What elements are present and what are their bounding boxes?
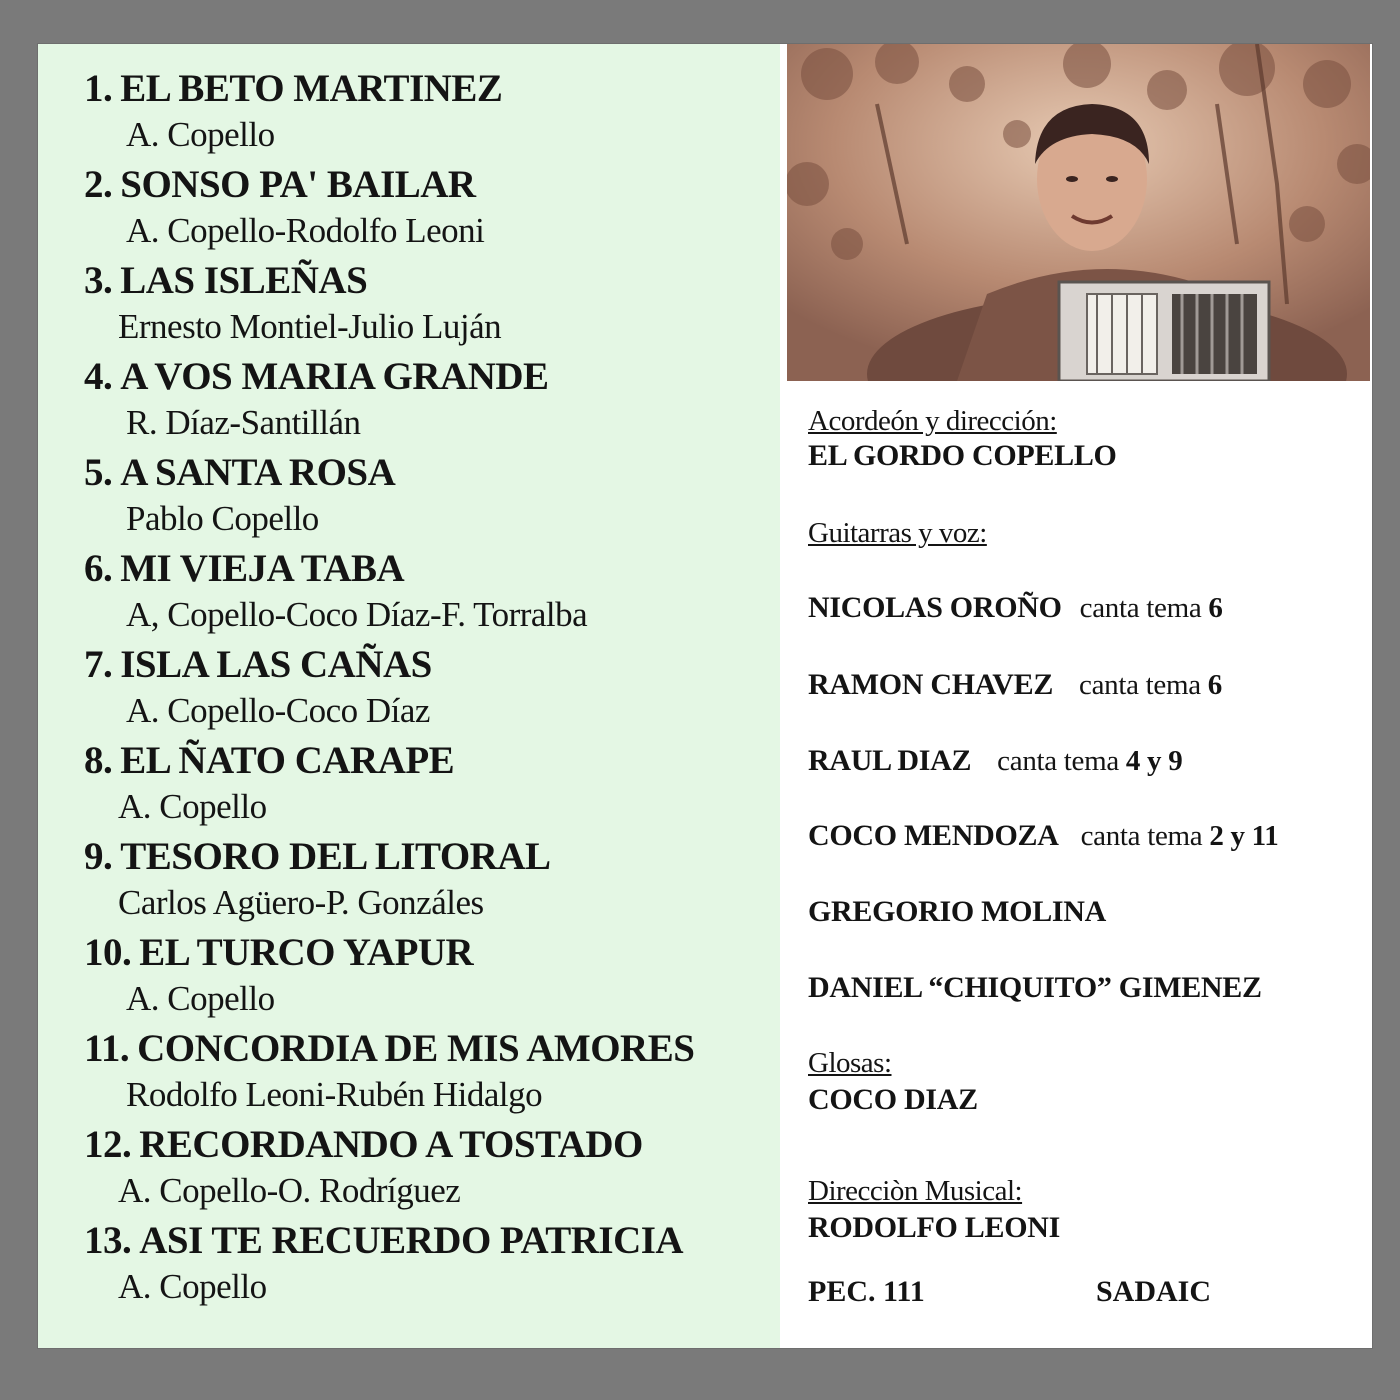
track-title	[84, 1218, 683, 1264]
track-number: 5.	[84, 451, 113, 494]
track-author: Rodolfo Leoni-Rubén Hidalgo	[126, 1075, 543, 1114]
track-name: CONCORDIA DE MIS AMORES	[137, 1027, 695, 1070]
track-name: EL ÑATO CARAPE	[120, 739, 455, 782]
accordion-label: Acordeón y dirección:	[808, 405, 1057, 437]
track-author: Ernesto Montiel-Julio Luján	[118, 307, 502, 346]
track-item	[84, 66, 774, 162]
tracklist-panel	[38, 44, 780, 1348]
track-number: 12.	[84, 1123, 132, 1166]
photo-illustration	[787, 44, 1370, 381]
glosas-label: Glosas:	[808, 1047, 892, 1079]
track-author: A. Copello-O. Rodríguez	[118, 1171, 461, 1210]
musician-row	[808, 667, 1222, 703]
track-author: A. Copello	[118, 787, 267, 826]
accordion-name: EL GORDO COPELLO	[808, 439, 1117, 472]
musician-note: canta tema 4 y 9	[997, 745, 1183, 777]
accordion-icon	[1059, 282, 1269, 381]
musician-row	[808, 743, 1182, 779]
musician-row	[808, 894, 1106, 930]
musician-note: canta tema 6	[1079, 669, 1222, 701]
track-number: 7.	[84, 643, 113, 686]
track-author: A. Copello-Coco Díaz	[126, 691, 430, 730]
track-item	[84, 738, 774, 834]
track-item	[84, 450, 774, 546]
track-name: SONSO PA' BAILAR	[120, 163, 476, 206]
track-author: Pablo Copello	[126, 499, 319, 538]
musician-name: GREGORIO MOLINA	[808, 895, 1107, 928]
track-item	[84, 354, 774, 450]
musician-row	[808, 818, 1278, 854]
track-author: A. Copello	[126, 115, 275, 154]
track-item	[84, 546, 774, 642]
track-name: ISLA LAS CAÑAS	[120, 643, 432, 686]
track-author: R. Díaz-Santillán	[126, 403, 361, 442]
album-back-cover	[38, 44, 1372, 1348]
track-name: EL BETO MARTINEZ	[120, 67, 503, 110]
catalog-number: PEC. 111	[808, 1275, 925, 1308]
track-title	[84, 450, 395, 496]
track-title	[84, 162, 476, 208]
musician-note: canta tema 2 y 11	[1080, 820, 1279, 852]
musician-name: COCO MENDOZA	[808, 819, 1059, 852]
track-title	[84, 1122, 643, 1168]
guitars-label: Guitarras y voz:	[808, 517, 987, 549]
accordion-player-photo	[787, 44, 1370, 381]
track-item	[84, 1026, 774, 1122]
track-author: A. Copello	[118, 1267, 267, 1306]
track-name: A SANTA ROSA	[120, 451, 396, 494]
track-title	[84, 834, 551, 880]
track-title	[84, 66, 502, 112]
track-name: MI VIEJA TABA	[120, 547, 405, 590]
track-number: 6.	[84, 547, 113, 590]
track-title	[84, 258, 367, 304]
track-title	[84, 546, 404, 592]
track-list	[84, 66, 774, 1314]
musical-direction-name: RODOLFO LEONI	[808, 1211, 1060, 1244]
track-number: 3.	[84, 259, 113, 302]
track-item	[84, 1122, 774, 1218]
track-item	[84, 162, 774, 258]
track-number: 1.	[84, 67, 113, 110]
musical-direction-label: Direcciòn Musical:	[808, 1175, 1023, 1207]
rights-society: SADAIC	[1096, 1275, 1212, 1308]
musician-note: canta tema 6	[1079, 592, 1223, 624]
track-author: A. Copello	[126, 979, 275, 1018]
track-title	[84, 642, 432, 688]
track-number: 13.	[84, 1219, 132, 1262]
track-item	[84, 930, 774, 1026]
track-item	[84, 258, 774, 354]
track-title	[84, 930, 473, 976]
track-author: Carlos Agüero-P. Gonzáles	[118, 883, 484, 922]
track-title	[84, 738, 454, 784]
musician-name: DANIEL “CHIQUITO” GIMENEZ	[808, 971, 1262, 1004]
track-number: 8.	[84, 739, 113, 782]
musician-name: NICOLAS OROÑO	[808, 591, 1062, 624]
glosas-name: COCO DIAZ	[808, 1083, 978, 1116]
musician-row	[808, 970, 1262, 1006]
track-number: 2.	[84, 163, 113, 206]
track-title	[84, 1026, 694, 1072]
track-name: RECORDANDO A TOSTADO	[139, 1123, 643, 1166]
track-item	[84, 1218, 774, 1314]
track-item	[84, 834, 774, 930]
track-author: A, Copello-Coco Díaz-F. Torralba	[126, 595, 588, 634]
track-name: ASI TE RECUERDO PATRICIA	[139, 1219, 684, 1262]
musician-row	[808, 590, 1223, 626]
track-name: A VOS MARIA GRANDE	[120, 355, 549, 398]
track-title	[84, 354, 549, 400]
musician-name: RAMON CHAVEZ	[808, 668, 1054, 701]
track-number: 9.	[84, 835, 113, 878]
track-number: 10.	[84, 931, 132, 974]
track-name: TESORO DEL LITORAL	[120, 835, 551, 878]
track-item	[84, 642, 774, 738]
track-name: EL TURCO YAPUR	[139, 931, 474, 974]
track-number: 11.	[84, 1027, 130, 1070]
musician-name: RAUL DIAZ	[808, 744, 972, 777]
track-number: 4.	[84, 355, 113, 398]
track-name: LAS ISLEÑAS	[120, 259, 368, 302]
track-author: A. Copello-Rodolfo Leoni	[126, 211, 485, 250]
